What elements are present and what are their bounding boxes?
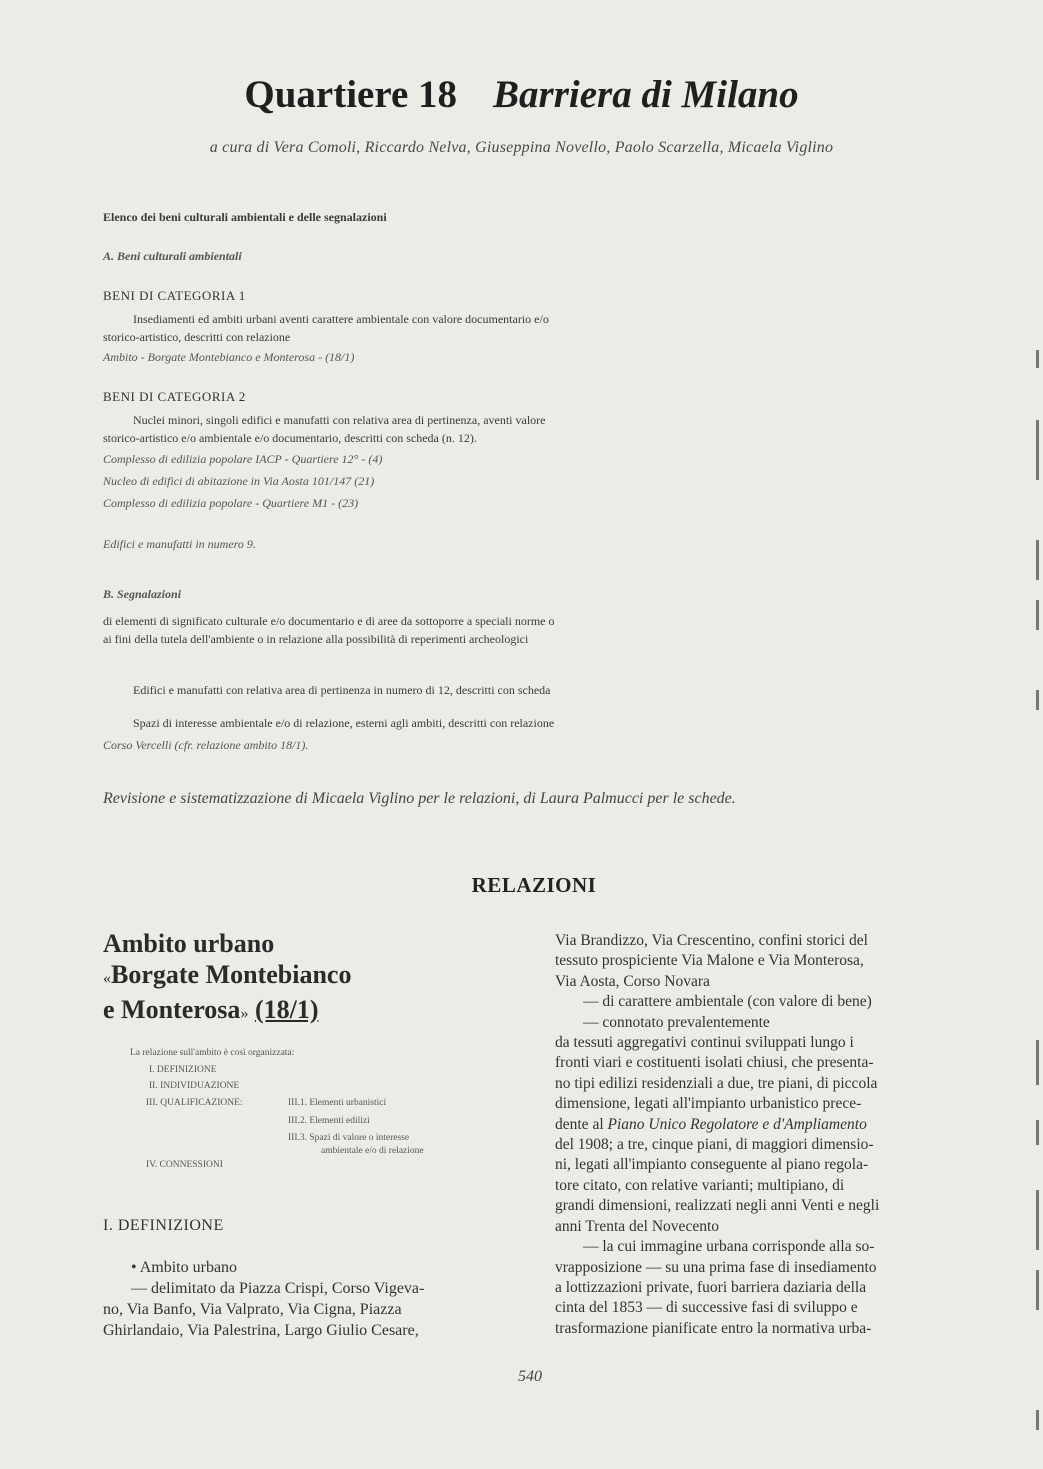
toc-item: II. INDIVIDUAZIONE <box>149 1081 240 1091</box>
section-b-line1: di elementi di significato culturale e/o documentario e di aree da sottoporre a speciali norme o <box>103 614 555 628</box>
text-line: no, Via Banfo, Via Valprato, Via Cigna, Piazza <box>103 1301 402 1318</box>
section-b-corso: Corso Vercelli (cfr. relazione ambito 18/1). <box>103 738 309 752</box>
toc-item: III. QUALIFICAZIONE: <box>146 1098 243 1108</box>
text-line: tore citato, con relative varianti; multipiano, di <box>555 1176 845 1194</box>
cat1-desc-line2: storico-artistico, descritti con relazione <box>103 330 291 344</box>
text-line: fronti viari e costituenti isolati chiusi, che presenta- <box>555 1054 874 1072</box>
cat1-desc-line1: Insediamenti ed ambiti urbani aventi carattere ambientale con valore documentario e/o <box>133 312 549 326</box>
relazioni-heading: RELAZIONI <box>471 873 597 897</box>
text-line: — di carattere ambientale (con valore di bene) <box>583 993 872 1011</box>
text-line: ni, legati all'impianto conseguente al piano regola- <box>555 1156 869 1174</box>
text-line: Ghirlandaio, Via Palestrina, Largo Giulio Cesare, <box>103 1322 419 1339</box>
section-b-spazi: Spazi di interesse ambientale e/o di relazione, esterni agli ambiti, descritti con relazione <box>133 716 555 730</box>
section-b-edifici: Edifici e manufatti con relativa area di pertinenza in numero di 12, descritti con scheda <box>133 683 551 697</box>
ambito-title-line1: Ambito urbano <box>103 929 275 958</box>
toc-subitem: III.1. Elementi urbanistici <box>288 1098 387 1108</box>
section-b-heading: B. Segnalazioni <box>103 587 182 601</box>
text-line: no tipi edilizi residenziali a due, tre piani, di piccola <box>555 1074 878 1092</box>
toc-item: IV. CONNESSIONI <box>146 1160 223 1170</box>
text-line: • Ambito urbano <box>131 1259 238 1276</box>
text-line: a lottizzazioni private, fuori barriera daziaria della <box>555 1278 867 1296</box>
section-a-heading: A. Beni culturali ambientali <box>103 249 242 263</box>
definizione-heading: I. DEFINIZIONE <box>103 1217 224 1234</box>
text-line: — delimitato da Piazza Crispi, Corso Vigeva- <box>131 1280 425 1297</box>
text-line: tessuto prospiciente Via Malone e Via Monterosa, <box>555 952 864 970</box>
toc-subitem: III.3. Spazi di valore o interesse <box>288 1133 410 1143</box>
text-line: trasformazione pianificate entro la normativa urba- <box>555 1319 872 1337</box>
text-line: vrapposizione — su una prima fase di insediamento <box>555 1258 877 1276</box>
curators-line: a cura di Vera Comoli, Riccardo Nelva, Giuseppina Novello, Paolo Scarzella, Micaela Viglino <box>209 139 834 156</box>
text-line: anni Trenta del Novecento <box>555 1217 720 1235</box>
text-line: cinta del 1853 — di successive fasi di sviluppo e <box>555 1299 858 1317</box>
scan-edge-marks <box>1021 0 1043 1469</box>
ambito-title-line2: Borgate Montebianco <box>111 960 352 989</box>
guillemet-close: » <box>240 1005 249 1022</box>
toc-subitem: III.2. Elementi edilizi <box>288 1116 370 1126</box>
ambito-code: (18/1) <box>254 995 319 1024</box>
text-line: dimensione, legati all'impianto urbanistico prece- <box>555 1095 862 1113</box>
title-sub: Barriera di Milano <box>493 73 799 116</box>
page-title <box>0 72 1043 117</box>
text-line: — connotato prevalentemente <box>583 1013 770 1031</box>
toc-item: I. DEFINIZIONE <box>149 1065 217 1075</box>
cat2-heading: BENI DI CATEGORIA 2 <box>103 389 246 404</box>
elenco-heading: Elenco dei beni culturali ambientali e delle segnalazioni <box>103 210 387 224</box>
toc-subitem: ambientale e/o di relazione <box>321 1146 424 1156</box>
ambito-title <box>103 928 351 1029</box>
ambito-title-line3: e Monterosa <box>103 995 241 1024</box>
text-line: Via Aosta, Corso Novara <box>555 972 710 990</box>
section-b-line2: ai fini della tutela dell'ambiente o in relazione alla possibilità di reperimenti archeologici <box>103 632 529 646</box>
cat2-desc-line1: Nuclei minori, singoli edifici e manufatti con relativa area di pertinenza, aventi valore <box>133 413 546 427</box>
text-line: grandi dimensioni, realizzati negli anni Venti e negli <box>555 1197 880 1215</box>
guillemet-open: « <box>103 970 111 987</box>
cat2-desc-line2: storico-artistico e/o ambientale e/o documentario, descritti con scheda (n. 12). <box>103 431 477 445</box>
cat1-heading: BENI DI CATEGORIA 1 <box>103 288 246 303</box>
cat2-item: Complesso di edilizia popolare IACP - Quartiere 12° - (4) <box>103 452 383 466</box>
left-column <box>103 1215 513 1341</box>
page-number: 540 <box>518 1368 542 1385</box>
text-line: Via Brandizzo, Via Crescentino, confini storici del <box>555 932 868 949</box>
right-column <box>555 931 965 1339</box>
text-line: da tessuti aggregativi continui sviluppati lungo i <box>555 1034 854 1052</box>
cat2-item: Nucleo di edifici di abitazione in Via Aosta 101/147 (21) <box>103 474 375 488</box>
title-main: Quartiere 18 <box>244 73 458 116</box>
text-line: dente al Piano Unico Regolatore e d'Ampliamento <box>555 1115 867 1133</box>
revision-note: Revisione e sistematizzazione di Micaela Viglino per le relazioni, di Laura Palmucci per le schede. <box>103 790 736 807</box>
cat1-item: Ambito - Borgate Montebianco e Monterosa - (18/1) <box>103 350 355 364</box>
text-line: del 1908; a tre, cinque piani, di maggiori dimensio- <box>555 1136 874 1154</box>
toc-intro: La relazione sull'ambito è così organizzata: <box>130 1048 295 1058</box>
cat2-item: Complesso di edilizia popolare - Quartiere M1 - (23) <box>103 496 359 510</box>
text-line: — la cui immagine urbana corrisponde alla so- <box>583 1238 875 1256</box>
cat2-count: Edifici e manufatti in numero 9. <box>103 537 256 551</box>
